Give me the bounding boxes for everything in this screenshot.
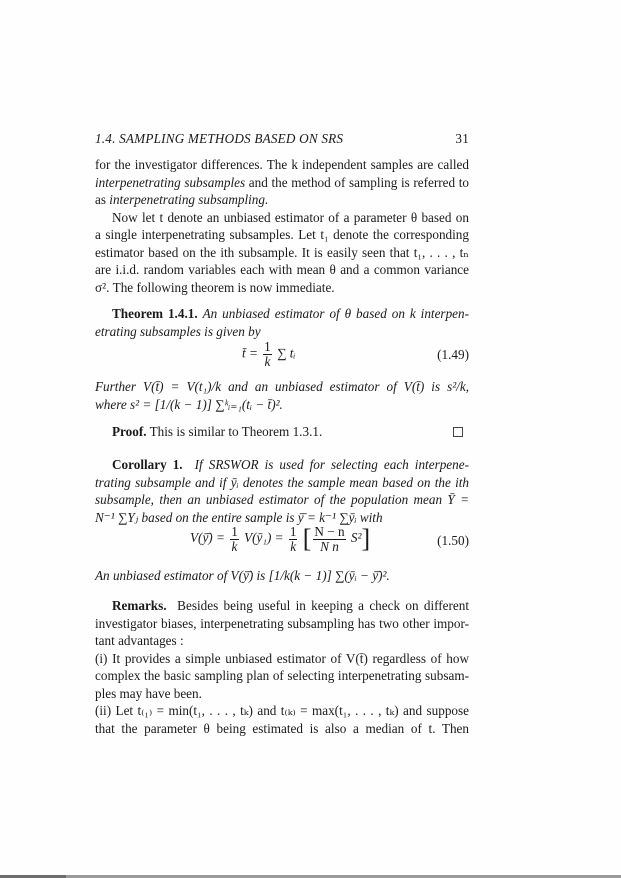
- corollary-after: An unbiased estimator of V(ȳ̄) is [1/k(k − 1)] ∑(ȳᵢ − ȳ̄)².: [95, 568, 390, 583]
- eq150-f2-denominator: k: [290, 538, 297, 554]
- para1-line2-rest: and the method of sampling is referred to: [245, 174, 469, 190]
- para2-line3: estimator based on the ith subsample. It is easily seen that t₁, . . . , tₙ: [95, 244, 469, 260]
- term-interpenetrating-subsampling: interpenetrating subsampling.: [109, 192, 269, 207]
- para1-line1: for the investigator differences. The k independent samples are called: [95, 157, 469, 172]
- para1-line3: [95, 191, 469, 208]
- eq149-lhs: t̄ =: [242, 345, 258, 361]
- eq150-f1-numerator: 1: [231, 523, 238, 539]
- eq149-fraction: [263, 340, 272, 369]
- corollary-line1: [95, 456, 469, 473]
- para2-line1: Now let t denote an unbiased estimator of a parameter θ based on: [112, 209, 469, 225]
- para2-line5: σ². The following theorem is now immediate.: [95, 279, 335, 295]
- equation-1-50: [190, 524, 370, 554]
- eq149-rhs: ∑ tᵢ: [277, 345, 296, 361]
- remarks-text-1: Besides being useful in keeping a check on different: [177, 598, 470, 613]
- remarks-label: Remarks.: [112, 598, 167, 613]
- theorem-text-1: An unbiased estimator of θ based on k interpen-: [202, 306, 469, 321]
- eq150-fraction-1: [230, 525, 239, 554]
- theorem-after-line2: where s² = [1/(k − 1)] ∑ᵏᵢ₌₁(tᵢ − t̄)².: [95, 396, 283, 412]
- eq150-lhs: V(ȳ̄) =: [190, 530, 225, 546]
- remarks-line1: [95, 597, 469, 614]
- remarks-line3: tant advantages :: [95, 633, 184, 648]
- page-number: 31: [455, 131, 469, 146]
- para2-line2: a single interpenetrating subsamples. Let t₁ denote the corresponding: [95, 227, 469, 242]
- left-bracket: [: [302, 524, 312, 553]
- eq150-f1-denominator: k: [231, 538, 238, 554]
- theorem-line2: etrating subsamples is given by: [95, 323, 261, 339]
- eq149-denominator: k: [264, 354, 271, 369]
- qed-box-icon: [453, 427, 463, 437]
- eq150-inner-tail: S²: [350, 530, 362, 546]
- corollary-line4: N⁻¹ ∑Yⱼ based on the entire sample is ȳ̄ = k⁻¹ ∑ȳᵢ with: [95, 509, 383, 525]
- remarks-line5: complex the basic sampling plan of selecting interpenetrating subsam-: [95, 668, 469, 683]
- eq150-inner-numerator: N − n: [314, 523, 345, 539]
- para2-line4: are i.i.d. random variables each with mean θ and a common variance: [95, 262, 469, 277]
- eq150-inner-denominator: N n: [320, 538, 339, 554]
- para1-line3-pre: as: [95, 192, 110, 207]
- theorem-after-line1: Further V(t̄) = V(t₁)/k and an unbiased estimator of V(t̄) is s²/k,: [95, 379, 469, 394]
- eq150-fraction-2: [289, 525, 298, 554]
- remarks-line6: ples may have been.: [95, 685, 202, 701]
- remarks-line7: (ii) Let t₍₁₎ = min(t₁, . . . , tₖ) and t₍ₖ₎ = max(t₁, . . . , tₖ) and suppose: [95, 703, 469, 718]
- right-bracket: ]: [361, 524, 371, 553]
- theorem-line1: [95, 305, 469, 322]
- equation-label-1-49: (1.49): [437, 347, 469, 362]
- corollary-line2: trating subsample and if ȳᵢ denotes the sample mean based on the ith: [95, 474, 469, 490]
- proof-text: This is similar to Theorem 1.3.1.: [149, 424, 323, 439]
- remarks-line8: that the parameter θ being estimated is also a median of t. Then: [95, 720, 469, 736]
- term-interpenetrating-subsamples: interpenetrating subsamples: [95, 174, 246, 190]
- eq150-fraction-inner: [313, 525, 345, 554]
- eq149-numerator: 1: [264, 339, 271, 354]
- corollary-line3: subsample, then an unbiased estimator of the population mean Ȳ =: [95, 492, 469, 507]
- running-header: [95, 130, 469, 147]
- equation-label-1-50: (1.50): [437, 533, 469, 548]
- eq150-mid: V(ȳ₁) =: [244, 530, 284, 546]
- corollary-label: Corollary 1.: [112, 457, 183, 472]
- para1-line2: [95, 174, 469, 191]
- corollary-text-1: If SRSWOR is used for selecting each interpene-: [194, 457, 469, 472]
- proof-label: Proof.: [112, 424, 147, 439]
- remarks-line2: investigator biases, interpenetrating subsampling has two other impor-: [95, 615, 469, 631]
- section-title: 1.4. SAMPLING METHODS BASED ON SRS: [95, 131, 344, 146]
- equation-1-49: [242, 340, 296, 369]
- proof-line: [95, 423, 469, 440]
- theorem-label: Theorem 1.4.1.: [112, 306, 198, 321]
- remarks-line4: (i) It provides a simple unbiased estimator of V(t̄) regardless of how: [95, 650, 469, 666]
- eq150-f2-numerator: 1: [289, 523, 297, 539]
